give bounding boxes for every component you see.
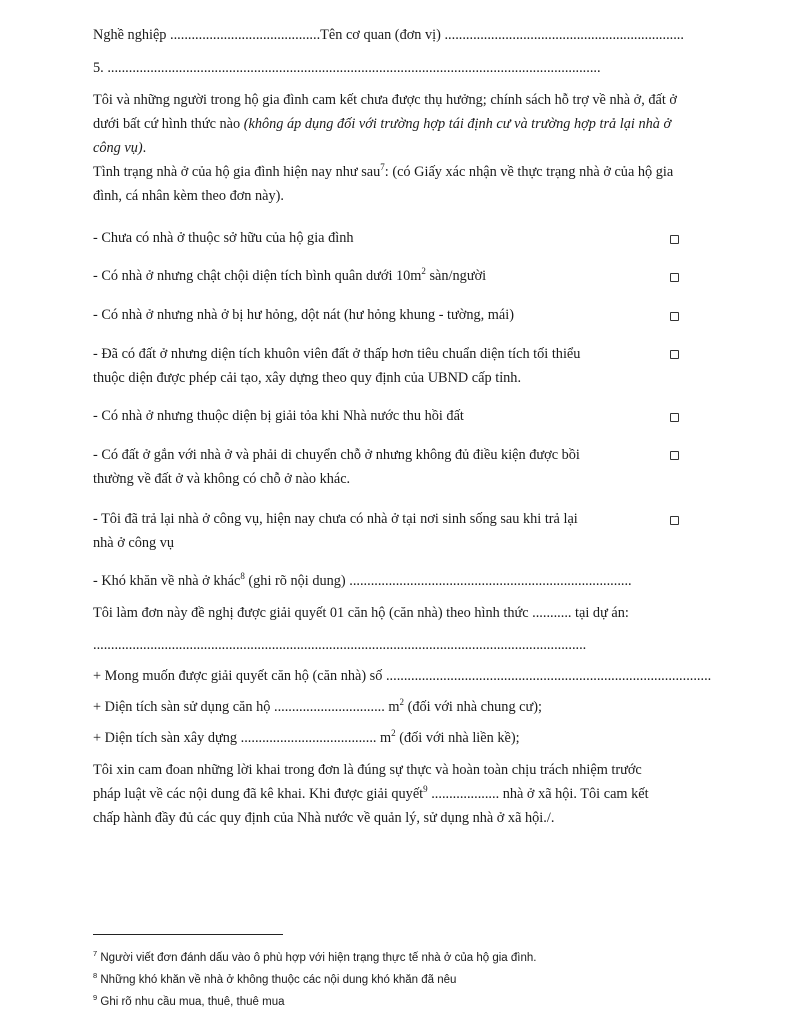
- house-area-note: (đối với nhà liền kề);: [395, 730, 520, 746]
- option-returned-public-house-line2: [93, 531, 174, 555]
- declaration-line-1: [93, 758, 642, 782]
- declaration-text: chấp hành đầy đủ các quy định của Nhà nước về quản lý, sử dụng nhà ở xã hội./.: [93, 810, 555, 826]
- option-label: thuộc diện được phép cải tạo, xây dựng theo quy định của UBND cấp tỉnh.: [93, 370, 522, 386]
- footnote-ref-8: 8: [240, 571, 245, 582]
- declaration-text-tail: nhà ở xã hội. Tôi cam kết: [499, 786, 649, 802]
- option-label: - Có nhà ở nhưng chật chội diện tích bình quân dưới 10m: [93, 268, 422, 284]
- item-5-line: [93, 56, 601, 80]
- option-relocation-line2: [93, 467, 350, 491]
- request-line: [93, 601, 629, 625]
- commitment-paragraph: [93, 88, 693, 160]
- option-label: - Có đất ở gắn với nhà ở và phải di chuyển chỗ ở nhưng không đủ điều kiện được bồi: [93, 447, 580, 463]
- option-label: thường về đất ở và không có chỗ ở nào khác.: [93, 471, 351, 487]
- declaration-text: pháp luật về các nội dung đã kê khai. Khi được giải quyết: [93, 786, 424, 802]
- option-damaged-house-checkbox[interactable]: [670, 312, 679, 321]
- wish-line: [93, 664, 711, 688]
- option-label: - Có nhà ở nhưng nhà ở bị hư hỏng, dột nát (hư hỏng khung - tường, mái): [93, 307, 514, 323]
- option-label: - Chưa có nhà ở thuộc sở hữu của hộ gia đình: [93, 230, 354, 246]
- status-tail: : (có Giấy xác nhận về thực trạng nhà ở của hộ gia đình, cá nhân kèm theo đơn này).: [93, 164, 674, 204]
- house-area-dots[interactable]: ......................................: [240, 730, 377, 746]
- option-label: - Có nhà ở nhưng thuộc diện bị giải tỏa khi Nhà nước thu hồi đất: [93, 408, 464, 424]
- other-difficulty-note: (ghi rõ nội dung): [244, 573, 350, 589]
- option-relocation-checkbox[interactable]: [670, 451, 679, 460]
- occupation-dots[interactable]: ..........................................: [170, 27, 321, 43]
- option-clearance-checkbox[interactable]: [670, 413, 679, 422]
- declaration-line-2: [93, 782, 649, 806]
- option-clearance: [93, 404, 464, 428]
- organization-label: Tên cơ quan (đơn vị): [320, 27, 441, 43]
- footnote-text: Người viết đơn đánh dấu vào ô phù hợp với hiện trạng thực tế nhà ở của hộ gia đình.: [100, 952, 537, 964]
- commitment-tail: .: [142, 140, 147, 156]
- commitment-italic-note: (không áp dụng đối với trường hợp tái định cư và trường hợp trả lại nhà ở công vụ): [93, 116, 672, 156]
- commitment-text: Tôi và những người trong hộ gia đình cam kết chưa được thụ hưởng; chính sách hỗ trợ về nhà ở, đất ở dưới bất cứ hình thức nào: [93, 92, 677, 132]
- request-text: Tôi làm đơn này đề nghị được giải quyết 01 căn hộ (căn nhà) theo hình thức: [93, 605, 533, 621]
- footnote-ref-7: 7: [380, 162, 385, 173]
- other-difficulty-label: - Khó khăn về nhà ở khác: [93, 573, 241, 589]
- option-cramped-house-checkbox[interactable]: [670, 273, 679, 282]
- superscript-2: 2: [421, 266, 426, 277]
- footnote-separator: [93, 934, 283, 935]
- project-dots-line[interactable]: [93, 633, 586, 657]
- superscript-2: 2: [399, 697, 405, 708]
- item-5-number: 5.: [93, 60, 104, 76]
- wish-label: + Mong muốn được giải quyết căn hộ (căn nhà) số: [93, 668, 386, 684]
- apartment-area-line: [93, 695, 542, 719]
- option-label-tail: sàn/người: [425, 268, 487, 284]
- unit-m: m: [384, 699, 400, 715]
- declaration-line-3: [93, 806, 554, 830]
- footnote-number: 9: [93, 993, 98, 1003]
- option-returned-public-house-checkbox[interactable]: [670, 516, 679, 525]
- apartment-area-note: (đối với nhà chung cư);: [404, 699, 543, 715]
- item-5-dots[interactable]: ..........................................................................................................................................: [107, 60, 601, 76]
- status-text: Tình trạng nhà ở của hộ gia đình hiện nay như sau: [93, 164, 381, 180]
- occupation-label: Nghề nghiệp: [93, 27, 167, 43]
- option-relocation: [93, 443, 580, 467]
- other-difficulty-line: [93, 569, 632, 593]
- option-damaged-house: [93, 303, 514, 327]
- footnote-8: [93, 972, 456, 988]
- other-difficulty-dots[interactable]: ...............................................................................: [349, 573, 632, 589]
- project-dots[interactable]: ..........................................................................................................................................: [93, 637, 587, 653]
- superscript-2: 2: [391, 728, 396, 739]
- option-no-house: [93, 226, 354, 250]
- house-area-line: [93, 726, 520, 750]
- occupation-line: [93, 23, 684, 47]
- declaration-dots[interactable]: ...................: [427, 786, 500, 802]
- option-cramped-house: [93, 264, 486, 288]
- organization-dots[interactable]: ...................................................................: [444, 27, 684, 43]
- footnote-text: Những khó khăn về nhà ở không thuộc các nội dung khó khăn đã nêu: [100, 974, 457, 986]
- option-small-land: [93, 342, 580, 366]
- option-no-house-checkbox[interactable]: [670, 235, 679, 244]
- wish-dots[interactable]: ...........................................................................................: [385, 668, 712, 684]
- option-label: - Tôi đã trả lại nhà ở công vụ, hiện nay chưa có nhà ở tại nơi sinh sống sau khi trả lại: [93, 511, 578, 527]
- footnote-number: 7: [93, 949, 98, 959]
- house-area-label: + Diện tích sàn xây dựng: [93, 730, 241, 746]
- option-small-land-checkbox[interactable]: [670, 350, 679, 359]
- housing-status-paragraph: [93, 160, 693, 208]
- option-returned-public-house: [93, 507, 578, 531]
- apartment-area-label: + Diện tích sàn sử dụng căn hộ: [93, 699, 274, 715]
- declaration-text: Tôi xin cam đoan những lời khai trong đơn là đúng sự thực và hoàn toàn chịu trách nhiệm trước: [93, 762, 642, 778]
- option-small-land-line2: [93, 366, 521, 390]
- footnote-text: Ghi rõ nhu cầu mua, thuê, thuê mua: [100, 996, 285, 1008]
- footnote-7: [93, 950, 536, 966]
- apartment-area-dots[interactable]: ...............................: [274, 699, 385, 715]
- footnote-9: [93, 994, 285, 1010]
- unit-m: m: [376, 730, 392, 746]
- footnote-ref-9: 9: [423, 784, 428, 795]
- option-label: nhà ở công vụ: [93, 535, 175, 551]
- request-project-label: tại dự án:: [571, 605, 629, 621]
- footnote-number: 8: [93, 971, 98, 981]
- request-form-dots[interactable]: ...........: [532, 605, 572, 621]
- option-label: - Đã có đất ở nhưng diện tích khuôn viên đất ở thấp hơn tiêu chuẩn diện tích tối thiểu: [93, 346, 581, 362]
